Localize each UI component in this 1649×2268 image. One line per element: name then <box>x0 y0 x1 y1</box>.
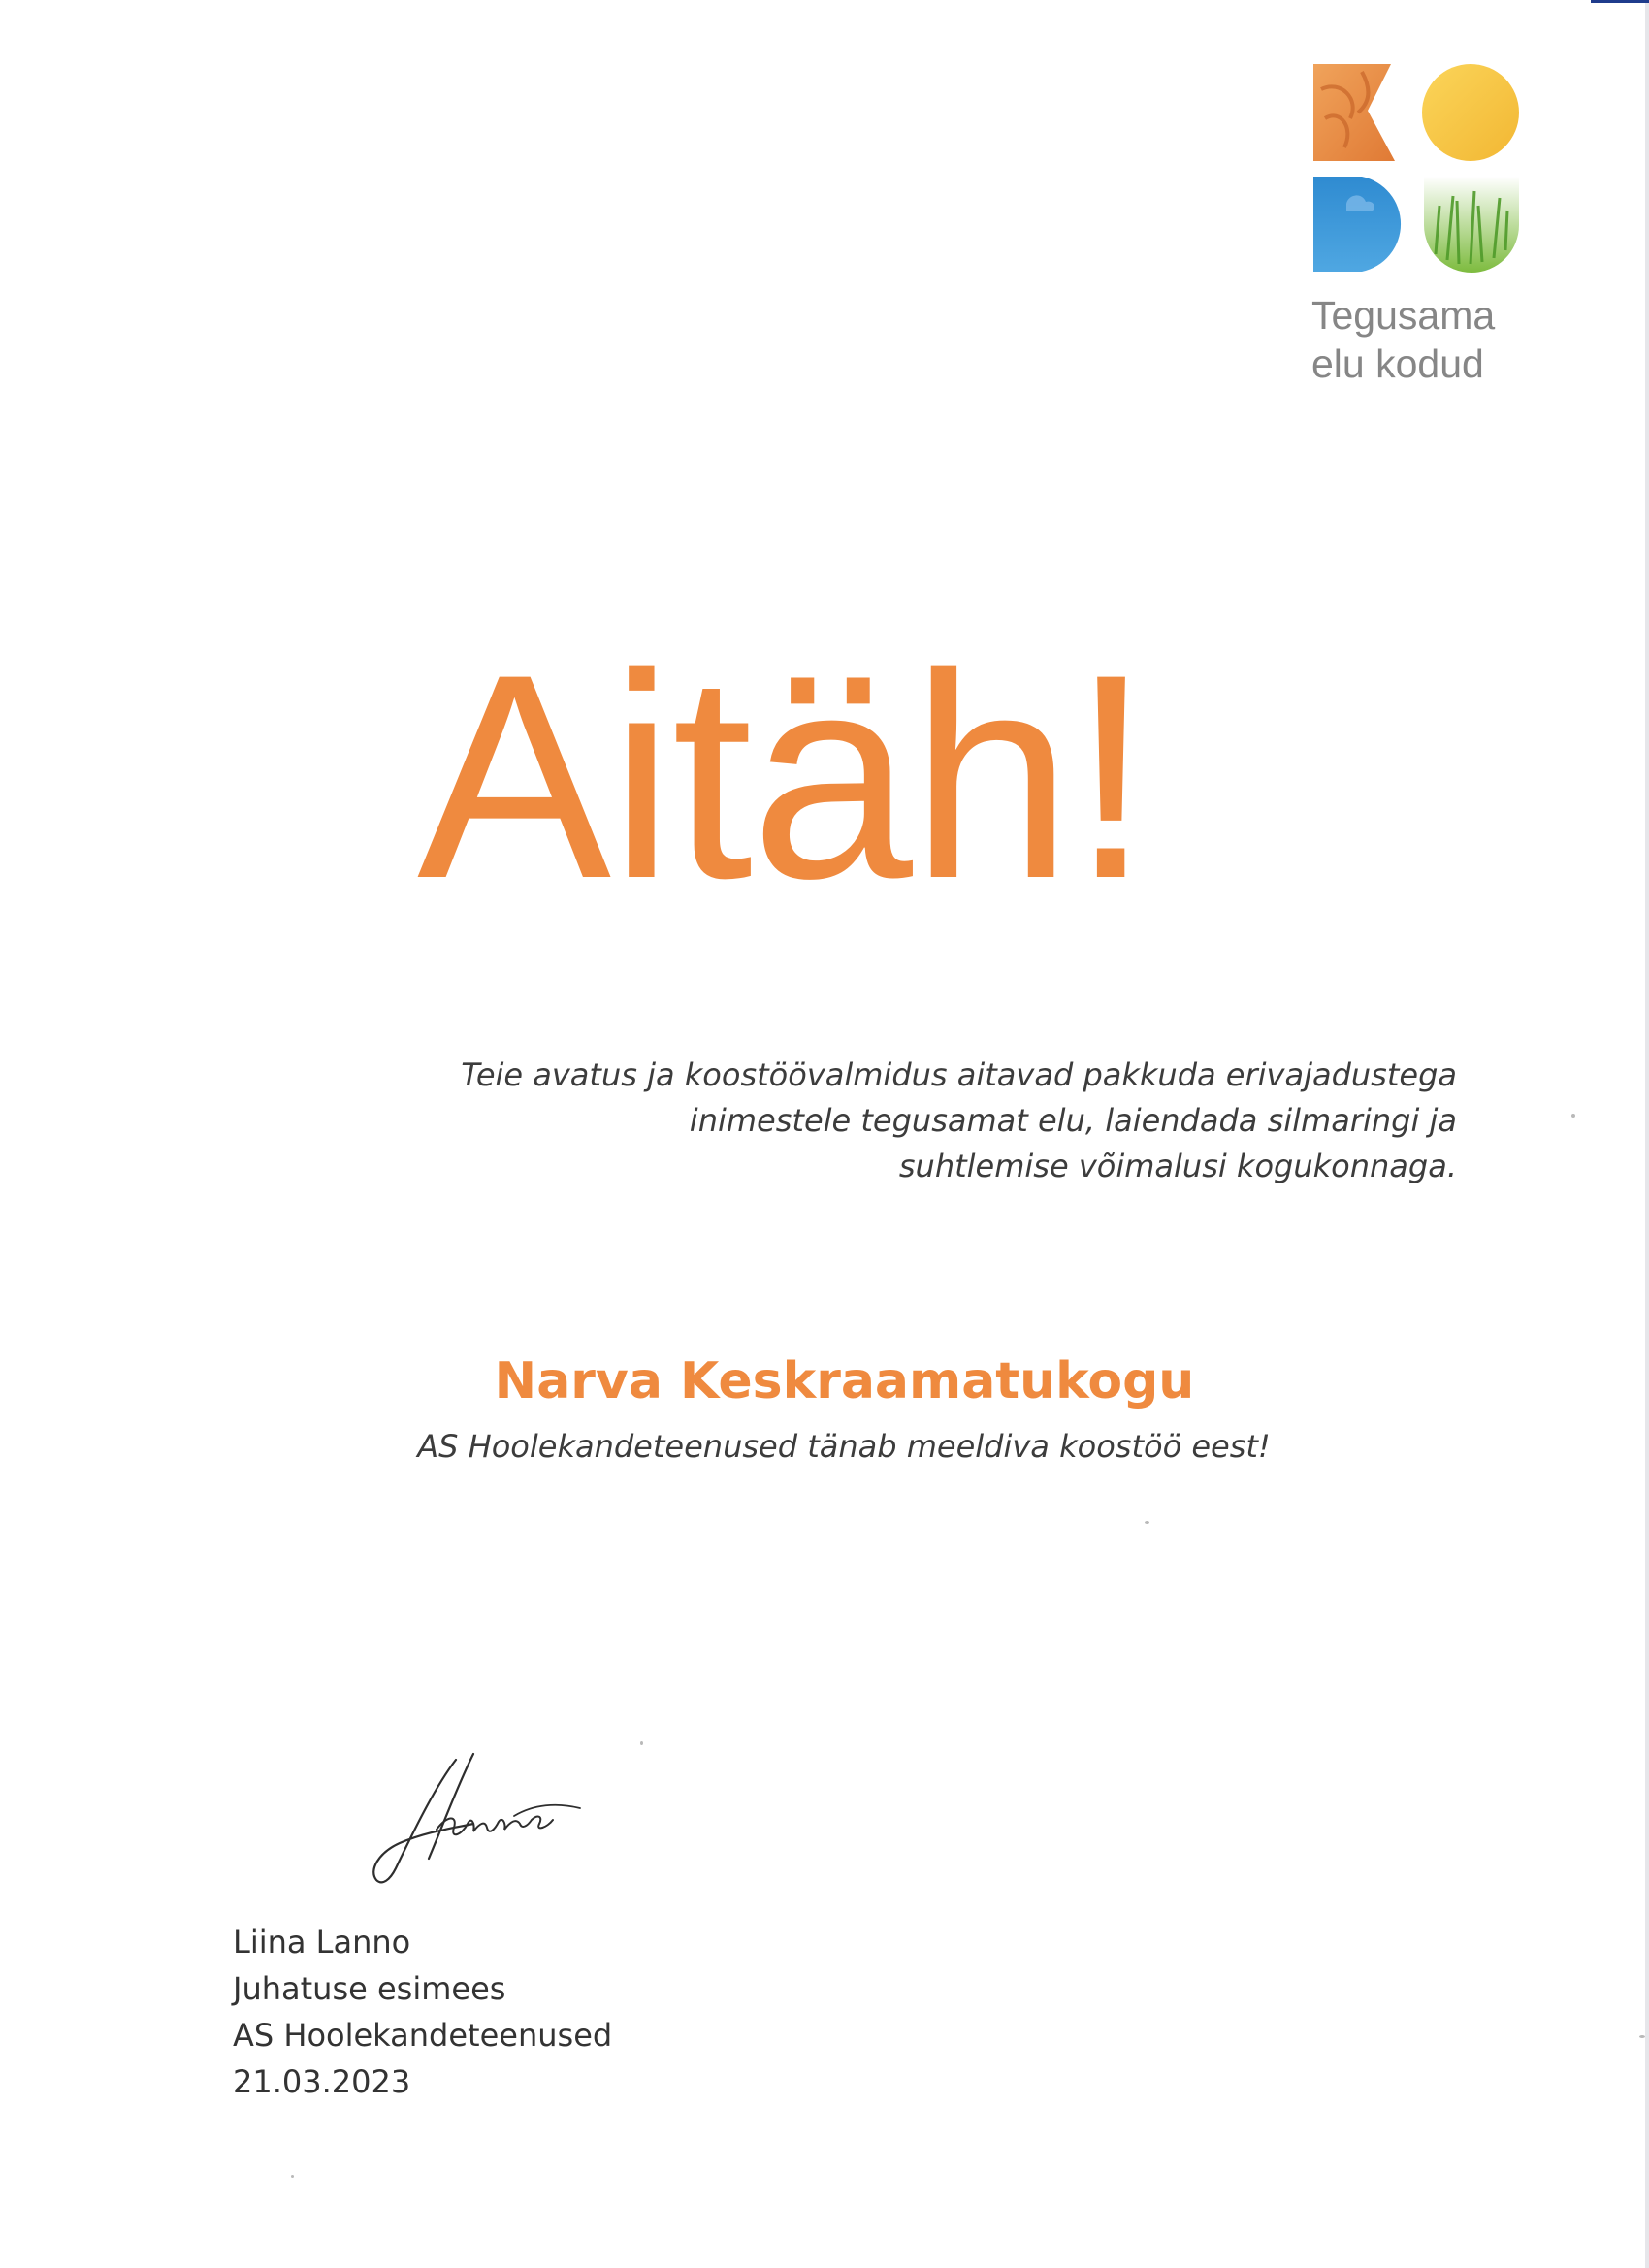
logo-tagline-line2: elu kodud <box>1311 341 1484 386</box>
signer-title: Juhatuse esimees <box>233 1970 506 2007</box>
intro-line: suhtlemise võimalusi kogukonnaga. <box>898 1148 1457 1184</box>
signer-organization: AS Hoolekandeteenused <box>233 2017 613 2054</box>
scan-edge <box>1645 0 1649 2268</box>
scan-speck <box>640 1741 643 1745</box>
logo-letter-d <box>1313 177 1401 272</box>
logo-tagline-line1: Tegusama <box>1311 293 1496 338</box>
intro-text <box>427 1053 1457 1189</box>
scan-speck <box>1571 1114 1575 1118</box>
signer-block <box>233 1919 718 2105</box>
intro-line: Teie avatus ja koostöövalmidus aitavad pakkuda erivajadustega <box>461 1056 1457 1093</box>
scan-speck <box>1145 1521 1149 1524</box>
logo-letter-u <box>1424 177 1519 273</box>
logo-tagline <box>1311 291 1544 388</box>
recipient-name: Narva Keskraamatukogu <box>494 1352 1195 1410</box>
thanks-line: AS Hoolekandeteenused tänab meeldiva koostöö eest! <box>417 1428 1271 1465</box>
logo-letter-o <box>1422 64 1519 161</box>
headline: Aitäh! <box>417 613 1150 939</box>
signature-date: 21.03.2023 <box>233 2063 411 2100</box>
scan-speck <box>1639 2035 1645 2038</box>
scan-edge-mark <box>1591 0 1649 3</box>
scan-speck <box>291 2175 294 2178</box>
intro-line: inimestele tegusamat elu, laiendada silmaringi ja <box>689 1102 1457 1139</box>
kodu-logo <box>1311 60 1523 275</box>
logo-letter-k <box>1313 64 1395 161</box>
handwritten-signature <box>349 1746 601 1892</box>
signer-name: Liina Lanno <box>233 1924 411 1960</box>
